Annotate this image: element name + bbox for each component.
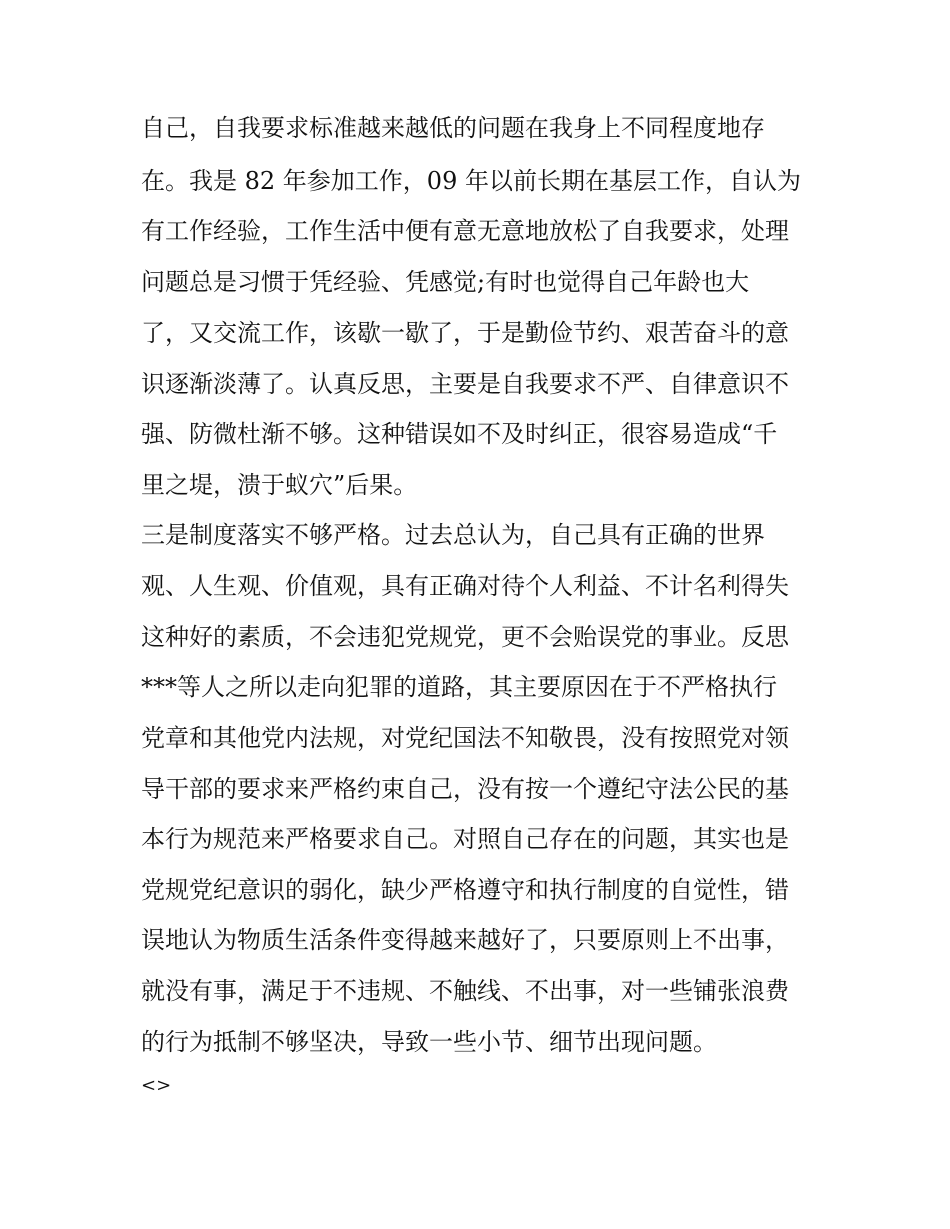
text-line: ***等人之所以走向犯罪的道路，其主要原因在于不严格执行 [141,673,777,701]
text-line: 党章和其他党内法规，对党纪国法不知敬畏，没有按照党对领 [141,724,789,752]
text-line: 党规党纪意识的弱化，缺少严格遵守和执行制度的自觉性，错 [141,876,789,904]
text-line: 的行为抵制不够坚决，导致一些小节、细节出现问题。 [141,1028,717,1056]
text-line: 在。我是 82 年参加工作，09 年以前长期在基层工作，自认为 [141,167,801,195]
text-line: 观、人生观、价值观，具有正确对待个人利益、不计名利得失 [141,572,789,600]
text-line: 误地认为物质生活条件变得越来越好了，只要原则上不出事， [141,926,789,954]
text-line: 里之堤，溃于蚁穴”后果。 [141,471,418,499]
text-line: 强、防微杜渐不够。这种错误如不及时纠正，很容易造成“千 [141,420,778,448]
text-line: 三是制度落实不够严格。过去总认为，自己具有正确的世界 [141,521,765,549]
text-line: 本行为规范来严格要求自己。对照自己存在的问题，其实也是 [141,825,789,853]
text-line: 识逐渐淡薄了。认真反思，主要是自我要求不严、自律意识不 [141,370,789,398]
text-line: 自己，自我要求标准越来越低的问题在我身上不同程度地存 [141,114,765,142]
end-mark: <> [141,1075,172,1096]
text-line: 问题总是习惯于凭经验、凭感觉;有时也觉得自己年龄也大 [141,268,750,296]
text-line: 这种好的素质，不会违犯党规党，更不会贻误党的事业。反思 [141,623,789,651]
text-line: 就没有事，满足于不违规、不触线、不出事，对一些铺张浪费 [141,977,789,1005]
text-line: 导干部的要求来严格约束自己，没有按一个遵纪守法公民的基 [141,775,789,803]
text-line: 有工作经验，工作生活中便有意无意地放松了自我要求，处理 [141,217,789,245]
text-line: 了，又交流工作，该歇一歇了，于是勤俭节约、艰苦奋斗的意 [141,319,789,347]
